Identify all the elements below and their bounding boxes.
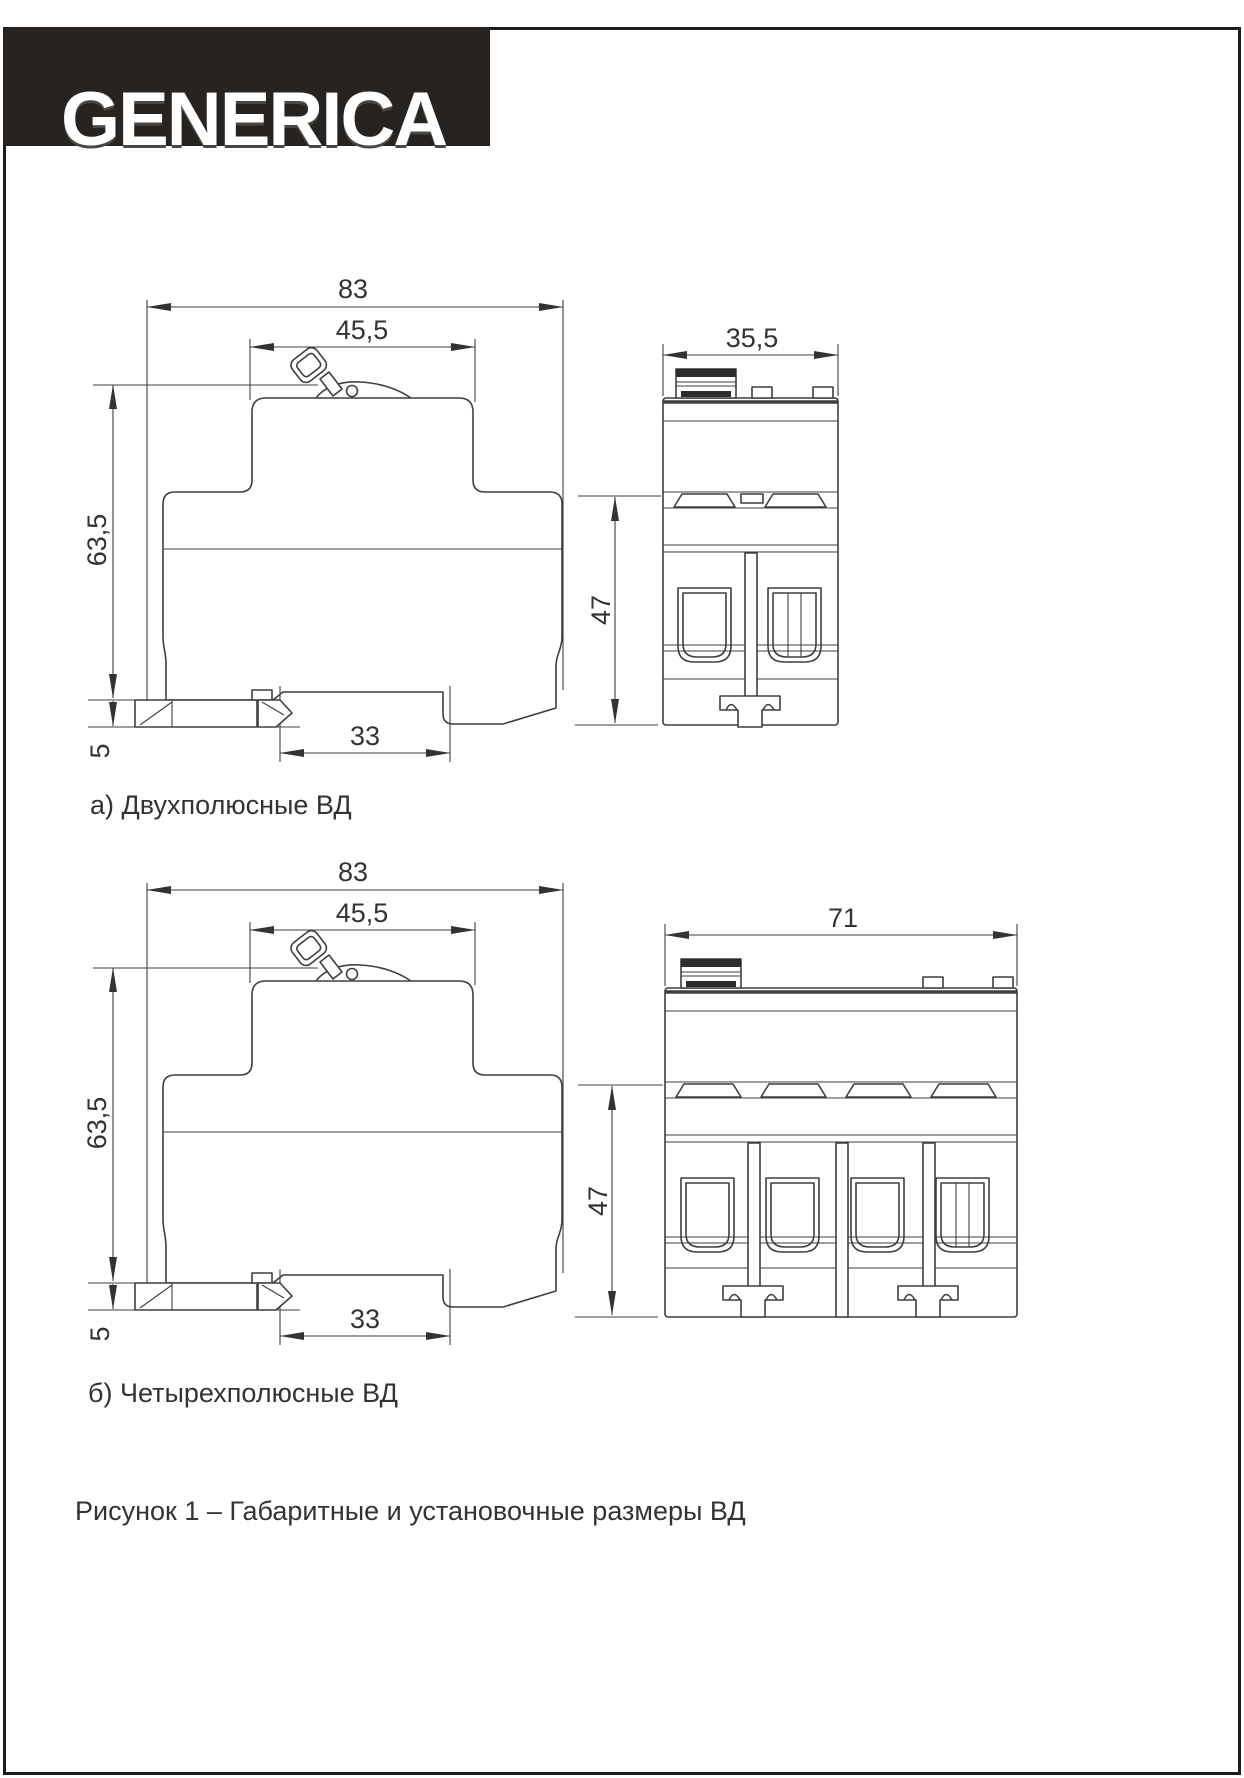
dim-pole-width-2p: 35,5 <box>725 323 779 353</box>
breaker-body-outline <box>163 398 562 724</box>
dim-pole-width-4p: 71 <box>827 903 859 933</box>
front-a-lever-bar <box>745 553 757 698</box>
side-view-two-pole <box>82 274 563 762</box>
din-rail-clip <box>135 690 292 727</box>
front-b-center-divider <box>836 1143 848 1317</box>
dim-slot-width: 33 <box>349 721 381 751</box>
dim-rail-depth: 5 <box>85 743 115 759</box>
dimension-lines <box>113 307 563 753</box>
dim-front-height-2p: 47 <box>586 594 616 626</box>
front-b-lever-bar-1 <box>748 1143 760 1288</box>
brand-logo: GENERICA <box>61 77 447 162</box>
dim-overall-width: 83 <box>337 274 369 304</box>
front-b-lever-bar-2 <box>923 1143 935 1288</box>
figure-a-label: а) Двухполюсные ВД <box>90 790 352 820</box>
dim-height: 63,5 <box>82 513 112 567</box>
figure-caption: Рисунок 1 – Габаритные и установочные размеры ВД <box>75 1496 746 1526</box>
dim-front-height-4p: 47 <box>583 1185 613 1217</box>
figure-b-label: б) Четырехполюсные ВД <box>88 1378 398 1408</box>
front-view-four-pole <box>575 903 1017 1317</box>
dim-top-width: 45,5 <box>335 315 389 345</box>
front-a-top-terminal <box>676 369 833 398</box>
front-b-top-terminal <box>681 959 1013 988</box>
front-view-two-pole <box>575 323 838 727</box>
side-view-four-pole <box>82 857 563 1345</box>
toggle-lever <box>288 345 411 398</box>
